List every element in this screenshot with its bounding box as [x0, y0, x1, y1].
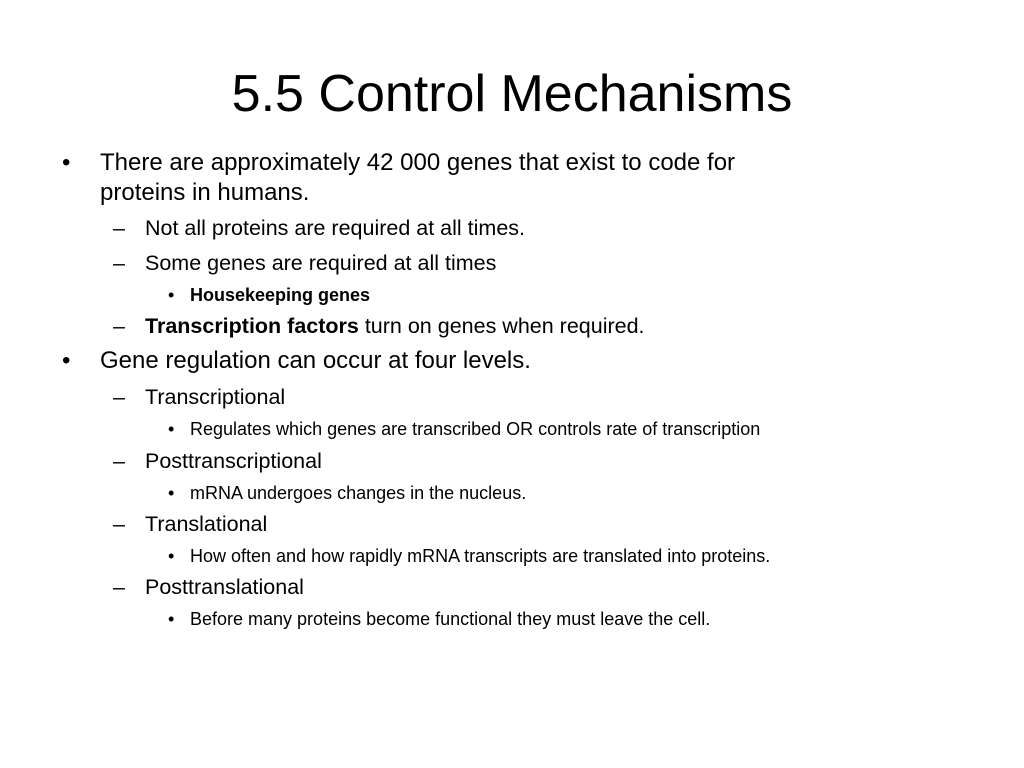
dash-marker: – — [113, 251, 125, 275]
bullet-text: Posttranscriptional — [145, 449, 322, 473]
bullet-level3 — [168, 481, 527, 505]
bullet-level2 — [113, 384, 286, 411]
bullet-text: Before many proteins become functional they must leave the cell. — [190, 609, 711, 629]
bullet-marker: • — [62, 149, 71, 176]
bullet-marker: • — [62, 347, 71, 374]
bullet-level2 — [113, 511, 268, 538]
bullet-level3 — [168, 544, 771, 568]
bullet-level2 — [113, 215, 526, 242]
bullet-marker: • — [168, 609, 175, 629]
bullet-text-line1: There are approximately 42 000 genes that exist to code for — [100, 149, 736, 176]
bullet-text: mRNA undergoes changes in the nucleus. — [190, 483, 527, 503]
dash-marker: – — [113, 575, 125, 599]
dash-marker: – — [113, 512, 125, 536]
bullet-marker: • — [168, 285, 175, 305]
bullet-text: Translational — [145, 512, 268, 536]
bullet-marker: • — [168, 483, 175, 503]
bullet-text: Transcriptional — [145, 385, 286, 409]
dash-marker: – — [113, 449, 125, 473]
bullet-text-bold: Transcription factors — [145, 314, 359, 338]
bullet-level3 — [168, 283, 371, 307]
bullet-text-bold: Housekeeping genes — [190, 285, 371, 305]
bullet-marker: • — [168, 546, 175, 566]
bullet-level1 — [62, 148, 736, 208]
bullet-level2 — [113, 313, 645, 340]
bullet-level2 — [113, 448, 322, 475]
bullet-level1 — [62, 346, 531, 376]
bullet-text: Posttranslational — [145, 575, 304, 599]
dash-marker: – — [113, 385, 125, 409]
bullet-text: Gene regulation can occur at four levels. — [100, 347, 531, 374]
dash-marker: – — [113, 314, 125, 338]
bullet-text: Not all proteins are required at all times. — [145, 216, 526, 240]
slide-title: 5.5 Control Mechanisms — [231, 65, 793, 123]
bullet-text: Some genes are required at all times — [145, 251, 497, 275]
bullet-text-line2: proteins in humans. — [100, 179, 310, 206]
dash-marker: – — [113, 216, 125, 240]
bullet-text: Regulates which genes are transcribed OR controls rate of transcription — [190, 419, 761, 439]
bullet-level2 — [113, 574, 304, 601]
bullet-marker: • — [168, 419, 175, 439]
bullet-level2 — [113, 250, 497, 277]
bullet-text: turn on genes when required. — [358, 314, 645, 338]
bullet-level3 — [168, 417, 761, 441]
bullet-level3 — [168, 607, 711, 631]
bullet-text: How often and how rapidly mRNA transcripts are translated into proteins. — [190, 546, 771, 566]
